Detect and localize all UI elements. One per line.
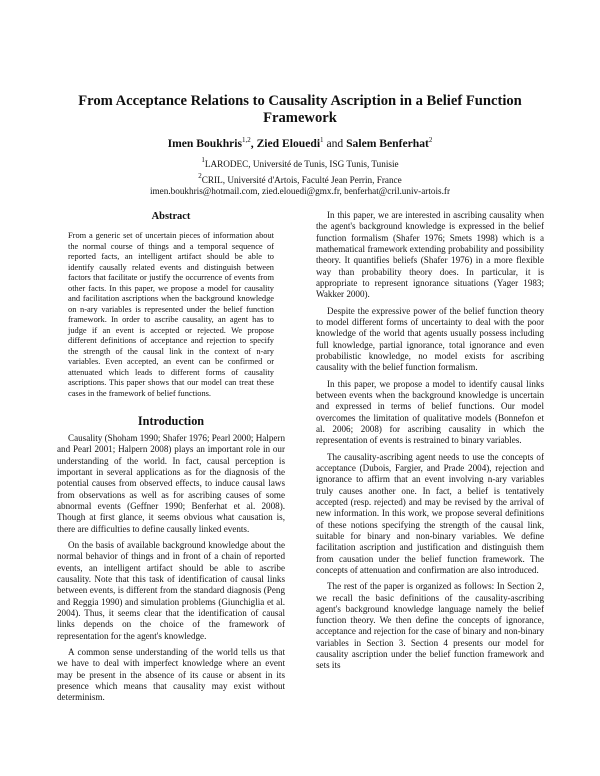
author-affiliation-mark: 1,2	[242, 136, 251, 144]
author-conjunction: and	[326, 137, 344, 150]
email-line: imen.boukhris@hotmail.com, zied.elouedi@gmx.fr, benferhat@cril.univ-artois.fr	[149, 186, 451, 196]
affiliations	[60, 155, 540, 198]
affiliation-line: $^2$CRIL, Université d'Artois, Faculté Jean Perrin, France	[198, 171, 402, 185]
author-affiliation-mark: 2	[428, 136, 433, 144]
body-paragraph: In this paper, we are interested in ascribing causality when the agent's background knowledge is expressed in the belief function formalism (Shafer 1976; Smets 1998) which is a mathematical framework extending probability and possibility theory. It quantifies beliefs (Shafer 1976) in a more flexible way than probability theory does. In particular, it is appropriate to represent ignorance situations (Yager 1983; Wakker 2000).	[316, 210, 544, 300]
author-name: Salem Benferhat	[346, 137, 429, 150]
paper-title: From Acceptance Relations to Causality Ascription in a Belief Function Framework	[78, 93, 522, 126]
body-paragraph: In this paper, we propose a model to identify causal links between events when the background knowledge is uncertain and expressed in terms of belief functions. Our model overcomes the limitation of qualitative models (Bonnefon et al. 2006; 2008) for ascribing causality in which the representation of events is restrained to binary variables.	[316, 378, 544, 446]
author-affiliation-mark: 1	[320, 136, 324, 144]
introduction-heading: Introduction	[137, 414, 205, 428]
body-paragraph: The causality-ascribing agent needs to use the concepts of acceptance (Dubois, Fargier, and Prade 2004), rejection and ignorance to affirm that an event involving n-ary variables truly causes another one. In fact, a belief is tentatively accepted (resp. rejected) and may be revised by the arrival of new information. In this work, we propose several definitions of these notions specifying the strength of the causal link, suitable for binary and non-binary variables. We define facilitation ascription and justification and distinguish them from causation under the belief function framework. The concepts of attenuation and confirmation are also introduced.	[316, 451, 544, 575]
body-paragraph: On the basis of available background knowledge about the normal behavior of things and in front of a chain of reported events, an intelligent artifact should be able to ascribe causality. Note that this task of identification of causal links between events, is different from the standard diagnosis (Peng and Reggia 1990) and simulation problems (Giunchiglia et al. 2004). Thus, it seems clear that the identification of causal links depends on the choice of the framework of representation for the agent's knowledge.	[57, 539, 285, 641]
author-list: Imen Boukhris$^{1,2}$, Zied Elouedi$^1$ and Salem Benferhat$^2$	[167, 136, 433, 150]
abstract-text: From a generic set of uncertain pieces of information about the normal course of things and a temporal sequence of reported facts, an intelligent artifact should be able to identify causally related events and distinguish between factors that facilitate or justify the occurrence of events from other facts. In this paper, we propose a model for causality and facilitation ascriptions when the background knowledge on n-ary variables is represented under the belief function framework. In order to ascribe causality, an agent has to judge if an event is accepted or rejected. We propose different definitions of acceptance and rejection to specify the strength of the causal link in the context of n-ary variables. Even accepted, an event can be confirmed or attenuated which leads to different forms of causality ascriptions. This paper shows that our model can treat these cases in the framework of belief functions.	[68, 231, 274, 398]
author-name: Imen Boukhris	[167, 137, 243, 150]
abstract-heading: Abstract	[151, 211, 191, 222]
right-column	[316, 210, 544, 672]
affiliation-line: $^1$LARODEC, Université de Tunis, ISG Tunis, Tunisie	[201, 156, 399, 169]
body-paragraph: A common sense understanding of the world tells us that we have to deal with imperfect knowledge where an event may be present in the absence of its cause or absent in its presence which means that causality may exist without determinism.	[57, 646, 285, 703]
body-paragraph: Causality (Shoham 1990; Shafer 1976; Pearl 2000; Halpern and Pearl 2001; Halpern 2008) plays an important role in our understanding of the world. In fact, causal perception is important in several applications as for the diagnosis of the potential causes from observed effects, to induce causal laws from observations as well as for ascribing causes of some abnormal events (Geffner 1990; Benferhat et al. 2008). Though at first glance, it seems obvious what causation is, there are difficulties to define causally linked events.	[57, 433, 285, 534]
body-paragraph: Despite the expressive power of the belief function theory to model different forms of uncertainty to deal with the poor knowledge of the world that agents usually possess including full knowledge, partial ignorance, total ignorance and even probabilistic knowledge, no model exists for ascribing causality with the belief function formalism.	[316, 305, 544, 373]
left-column	[57, 210, 285, 704]
author-name: Zied Elouedi	[256, 137, 321, 150]
body-paragraph: The rest of the paper is organized as follows: In Section 2, we recall the basic definitions of the causality-ascribing agent's background knowledge language namely the belief function theory. We then define the concepts of ignorance, acceptance and rejection for the case of binary and non-binary variables in Section 3. Section 4 presents our model for causality ascription under the belief function framework and sets its	[316, 581, 544, 671]
